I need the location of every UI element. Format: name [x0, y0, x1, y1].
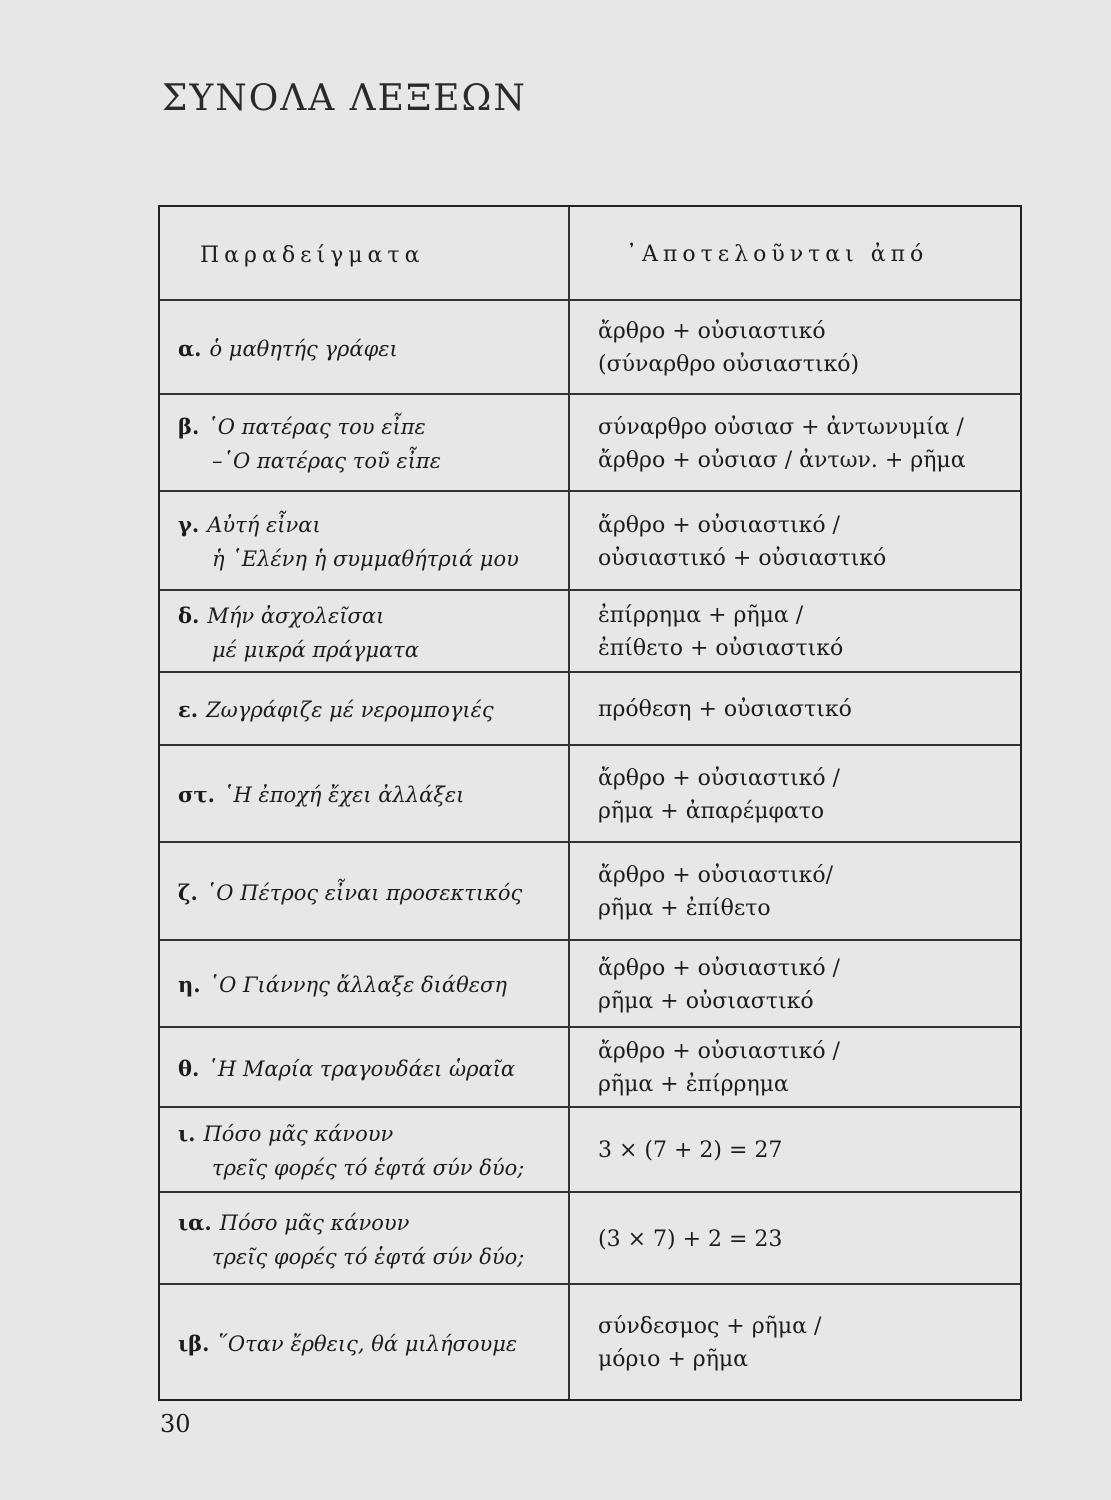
example-text: ῾Η ἐποχή ἔχει ἀλλάξει — [222, 783, 465, 808]
composition-line: (3 × 7) + 2 = 23 — [598, 1226, 783, 1252]
composition-line: ρῆμα + ἐπίρρημα — [598, 1072, 789, 1097]
example-text-cont: ἡ ῾Ελένη ἡ συμμαθήτριά μου — [212, 547, 519, 571]
table-row — [160, 299, 1020, 393]
table-header-row — [160, 207, 1020, 299]
table-row — [160, 939, 1020, 1026]
table-row — [160, 1106, 1020, 1191]
composition-line: πρόθεση + οὐσιαστικό — [598, 697, 852, 722]
composition-line: σύναρθρο οὐσιασ + ἀντωνυμία / — [598, 414, 964, 440]
composition-line: 3 × (7 + 2) = 27 — [598, 1138, 783, 1163]
composition-line: ἄρθρο + οὐσιασ / ἀντων. + ρῆμα — [598, 447, 966, 473]
example-text-cont: –῾Ο πατέρας τοῦ εἶπε — [212, 449, 442, 473]
page-title: ΣΥΝΟΛΑ ΛΕΞΕΩΝ — [162, 78, 527, 119]
row-label: ιβ. — [178, 1330, 210, 1356]
composition-line: ἄρθρο + οὐσιαστικό — [598, 319, 826, 344]
header-composed-of: ᾿Αποτελοῦνται ἀπό — [626, 241, 929, 267]
table-row — [160, 841, 1020, 939]
table-row — [160, 1283, 1020, 1399]
composition-line: ρῆμα + ἀπαρέμφατο — [598, 798, 825, 824]
table-row — [160, 671, 1020, 744]
word-groups-table — [158, 205, 1022, 1401]
composition-line: ρῆμα + ἐπίθετο — [598, 896, 771, 921]
composition-line: μόριο + ρῆμα — [598, 1347, 749, 1372]
example-text: Πόσο μᾶς κάνουν — [219, 1210, 410, 1235]
example-text: ὁ μαθητής γράφει — [209, 336, 398, 361]
composition-line: ἐπίρρημα + ρῆμα / — [598, 603, 804, 628]
composition-line: ἄρθρο + οὐσιαστικό / — [598, 955, 840, 981]
example-text-cont: τρεῖς φορές τό ἑφτά σύν δύο; — [212, 1156, 525, 1180]
table-row — [160, 589, 1020, 671]
example-text: ῾Ο Πέτρος εἶναι προσεκτικός — [205, 880, 523, 905]
row-label: α. — [178, 335, 202, 361]
row-label: στ. — [178, 782, 215, 808]
table-row — [160, 490, 1020, 589]
example-text: ῞Οταν ἔρθεις, θά μιλήσουμε — [217, 1331, 518, 1356]
example-text: Πόσο μᾶς κάνουν — [203, 1122, 394, 1147]
composition-line: σύνδεσμος + ρῆμα / — [598, 1314, 822, 1339]
row-label: δ. — [178, 602, 200, 628]
table-row — [160, 1026, 1020, 1106]
table-row — [160, 393, 1020, 490]
composition-line: ἐπίθετο + οὐσιαστικό — [598, 636, 844, 661]
table-row — [160, 744, 1020, 841]
table-row — [160, 1191, 1020, 1283]
composition-line: ἄρθρο + οὐσιαστικό / — [598, 765, 840, 791]
row-label: ια. — [178, 1209, 212, 1235]
composition-line: ρῆμα + οὐσιαστικό — [598, 988, 814, 1014]
row-label: ε. — [178, 697, 199, 723]
header-examples: Παραδείγματα — [160, 207, 570, 299]
row-label: γ. — [178, 512, 200, 538]
row-label: ι. — [178, 1121, 196, 1147]
example-text: ῾Ο Γιάννης ἄλλαξε διάθεση — [208, 973, 507, 998]
composition-line: (σύναρθρο οὐσιαστικό) — [598, 352, 860, 377]
composition-line: οὐσιαστικό + οὐσιαστικό — [598, 545, 887, 571]
row-label: β. — [178, 414, 200, 440]
composition-line: ἄρθρο + οὐσιαστικό / — [598, 1039, 840, 1064]
example-text: Μήν ἀσχολεῖσαι — [207, 603, 385, 628]
row-label: ζ. — [178, 879, 198, 905]
page-number: 30 — [160, 1410, 191, 1438]
row-label: η. — [178, 972, 201, 998]
composition-line: ἄρθρο + οὐσιαστικό / — [598, 512, 840, 538]
row-label: θ. — [178, 1055, 200, 1081]
example-text: Ζωγράφιζε μέ νερομπογιές — [206, 698, 494, 723]
example-text: ῾Η Μαρία τραγουδάει ὡραῖα — [207, 1056, 516, 1081]
example-text-cont: τρεῖς φορές τό ἑφτά σύν δύο; — [212, 1244, 525, 1269]
example-text-cont: μέ μικρά πράγματα — [212, 637, 419, 662]
example-text: ῾Ο πατέρας του εἶπε — [207, 415, 426, 440]
composition-line: ἄρθρο + οὐσιαστικό/ — [598, 863, 833, 888]
example-text: Αὐτή εἶναι — [207, 513, 321, 538]
